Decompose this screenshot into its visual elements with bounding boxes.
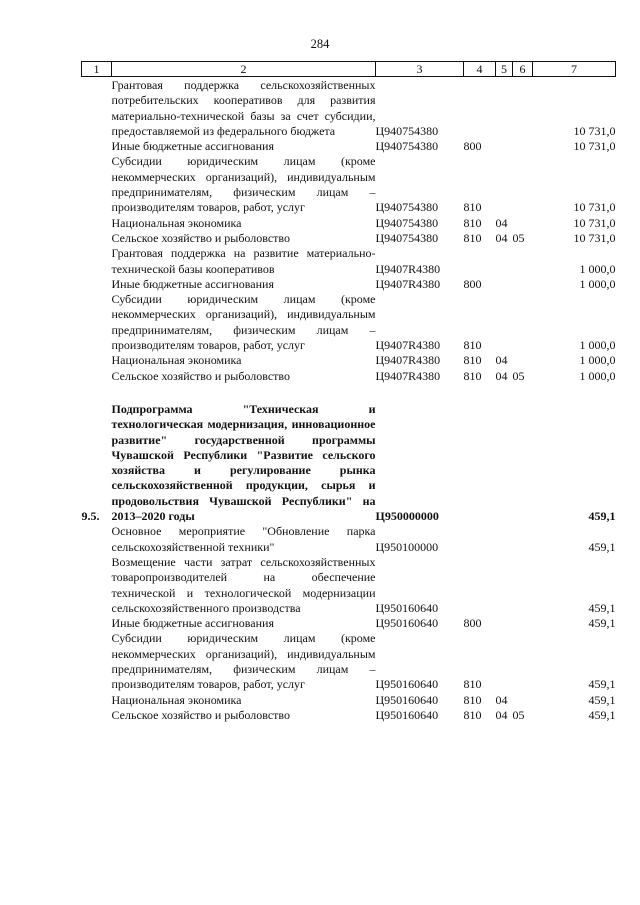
page-number: 284 [310, 37, 330, 51]
row-subsection [513, 154, 533, 215]
row-name: Субсидии юридическим лицам (кроме некоммерческих организаций), индивидуальным предпринимателям, физическим лицам – производителям товаров, работ, услуг [111, 154, 376, 215]
row-section [496, 555, 513, 616]
spacer-cell [82, 384, 616, 402]
row-code: Ц950160640 [375, 692, 439, 707]
table-row [82, 246, 616, 277]
table-row [82, 216, 616, 231]
row-expense-type: 810 [463, 200, 482, 215]
row-section [496, 77, 513, 140]
row-subsection [513, 402, 533, 524]
row-code: Ц950000000 [375, 509, 439, 524]
row-subsection [513, 277, 533, 292]
header-col-6: 6 [513, 62, 533, 77]
row-expense-type: 810 [463, 368, 482, 383]
table-row [82, 154, 616, 215]
table-row [82, 402, 616, 524]
row-amount: 10 731,0 [573, 215, 616, 230]
row-expense-type [464, 246, 496, 277]
row-section [496, 616, 513, 631]
row-subsection [513, 77, 533, 140]
row-section [496, 524, 513, 555]
row-section [496, 139, 513, 154]
row-expense-type [464, 402, 496, 524]
row-name: Возмещение части затрат сельскохозяйственных товаропроизводителей на обеспечение технической и технологической модернизации сельскохозяйственного производства [111, 554, 376, 615]
table-row [82, 231, 616, 246]
row-subsection: 05 [512, 368, 525, 383]
row-number: 9.5. [81, 509, 100, 524]
row-number [82, 154, 112, 215]
row-name: Грантовая поддержка сельскохозяйственных потребительских кооперативов для развития материально-технической базы за счет субсидии, предоставляемой из федерального бюджета [111, 78, 376, 138]
table-body [82, 77, 616, 724]
row-number [82, 708, 112, 723]
row-expense-type: 810 [463, 215, 482, 230]
header-col-2: 2 [112, 62, 376, 77]
row-amount: 1 000,0 [579, 368, 616, 383]
row-expense-type [464, 524, 496, 555]
row-code: Ц9407R4380 [375, 338, 441, 353]
row-code: Ц9407R4380 [375, 353, 441, 368]
table-row [82, 708, 616, 723]
row-code: Ц950160640 [375, 707, 439, 722]
row-section [496, 277, 513, 292]
row-subsection [513, 693, 533, 708]
row-amount: 10 731,0 [573, 139, 616, 154]
row-number [82, 231, 112, 246]
row-amount: 459,1 [588, 692, 616, 707]
table-row [82, 139, 616, 154]
row-section: 04 [495, 215, 508, 230]
row-name: Сельское хозяйство и рыболовство [111, 368, 291, 383]
row-amount: 459,1 [588, 616, 616, 631]
row-name: Субсидии юридическим лицам (кроме некоммерческих организаций), индивидуальным предпринимателям, физическим лицам – производителям товаров, работ, услуг [111, 631, 376, 692]
table-row [82, 369, 616, 384]
row-subsection [513, 631, 533, 692]
row-number [82, 524, 112, 555]
row-name: Национальная экономика [111, 353, 242, 368]
table-row [82, 292, 616, 353]
row-name: Национальная экономика [111, 215, 242, 230]
header-col-5: 5 [496, 62, 513, 77]
row-expense-type: 800 [463, 616, 482, 631]
table-row [82, 277, 616, 292]
row-code: Ц9407R4380 [375, 368, 441, 383]
row-code: Ц950160640 [375, 600, 439, 615]
row-number [82, 139, 112, 154]
row-name: Грантовая поддержка на развитие материально-технической базы кооперативов [111, 246, 376, 276]
row-expense-type: 810 [463, 707, 482, 722]
spacer-row [82, 384, 616, 402]
row-subsection [513, 216, 533, 231]
row-expense-type [464, 555, 496, 616]
row-section [496, 631, 513, 692]
row-subsection [513, 524, 533, 555]
row-code: Ц940754380 [375, 230, 439, 245]
row-section [496, 402, 513, 524]
row-number [82, 277, 112, 292]
header-col-4: 4 [464, 62, 496, 77]
row-section: 04 [495, 353, 508, 368]
row-number [82, 693, 112, 708]
row-name: Подпрограмма "Техническая и технологическая модернизация, инновационное развитие" государственной программы Чувашской Республики "Развитие сельского хозяйства и регулирование рынка сельскохозяйственной продукции, сырья и продовольствия Чувашской Республики" на 2013–2020 годы [111, 401, 376, 524]
row-expense-type: 810 [463, 692, 482, 707]
row-amount: 459,1 [588, 677, 616, 692]
row-name: Иные бюджетные ассигнования [111, 139, 274, 154]
row-expense-type [464, 77, 496, 140]
row-section: 04 [495, 692, 508, 707]
row-amount: 1 000,0 [579, 261, 616, 276]
budget-table [81, 61, 616, 723]
row-amount: 10 731,0 [573, 200, 616, 215]
row-amount: 459,1 [588, 600, 616, 615]
table-row [82, 616, 616, 631]
row-subsection: 05 [512, 230, 525, 245]
row-number [82, 246, 112, 277]
row-number [82, 216, 112, 231]
row-section: 04 [495, 707, 508, 722]
row-section [496, 246, 513, 277]
row-subsection [513, 555, 533, 616]
row-subsection: 05 [512, 707, 525, 722]
row-name: Субсидии юридическим лицам (кроме некоммерческих организаций), индивидуальным предпринимателям, физическим лицам – производителям товаров, работ, услуг [111, 292, 376, 353]
row-expense-type: 810 [463, 353, 482, 368]
row-expense-type: 810 [463, 338, 482, 353]
row-amount: 10 731,0 [573, 230, 616, 245]
header-col-7: 7 [533, 62, 616, 77]
row-number [82, 555, 112, 616]
row-expense-type: 810 [463, 677, 482, 692]
row-subsection [513, 616, 533, 631]
row-amount: 1 000,0 [579, 276, 616, 291]
row-code: Ц940754380 [375, 215, 439, 230]
row-expense-type: 810 [463, 230, 482, 245]
row-number [82, 292, 112, 353]
row-section: 04 [495, 368, 508, 383]
table-row [82, 555, 616, 616]
row-section: 04 [495, 230, 508, 245]
table-row [82, 353, 616, 368]
row-code: Ц940754380 [375, 139, 439, 154]
row-amount: 10 731,0 [573, 123, 616, 138]
row-name: Национальная экономика [111, 692, 242, 707]
row-section [496, 292, 513, 353]
row-amount: 1 000,0 [579, 353, 616, 368]
row-name: Сельское хозяйство и рыболовство [111, 707, 291, 722]
row-section [496, 154, 513, 215]
row-subsection [513, 292, 533, 353]
row-expense-type: 800 [463, 139, 482, 154]
row-code: Ц940754380 [375, 200, 439, 215]
row-code: Ц940754380 [375, 123, 439, 138]
row-expense-type: 800 [463, 276, 482, 291]
row-code: Ц950160640 [375, 616, 439, 631]
row-number [82, 353, 112, 368]
table-header [82, 62, 616, 77]
row-name: Иные бюджетные ассигнования [111, 276, 274, 291]
row-code: Ц950100000 [375, 539, 439, 554]
row-subsection [513, 139, 533, 154]
row-name: Сельское хозяйство и рыболовство [111, 230, 291, 245]
row-number [82, 77, 112, 140]
row-number [82, 369, 112, 384]
row-code: Ц9407R4380 [375, 261, 441, 276]
row-amount: 1 000,0 [579, 338, 616, 353]
row-number [82, 631, 112, 692]
row-number [82, 616, 112, 631]
table-row [82, 631, 616, 692]
table-row [82, 524, 616, 555]
row-amount: 459,1 [588, 539, 616, 554]
row-code: Ц9407R4380 [375, 276, 441, 291]
row-subsection [513, 353, 533, 368]
header-col-1: 1 [82, 62, 112, 77]
row-subsection [513, 246, 533, 277]
row-amount: 459,1 [588, 707, 616, 722]
table-row [82, 77, 616, 140]
header-col-3: 3 [376, 62, 464, 77]
row-code: Ц950160640 [375, 677, 439, 692]
row-name: Основное мероприятие "Обновление парка сельскохозяйственной техники" [111, 524, 376, 554]
row-name: Иные бюджетные ассигнования [111, 616, 274, 631]
table-row [82, 693, 616, 708]
row-amount: 459,1 [588, 509, 616, 524]
